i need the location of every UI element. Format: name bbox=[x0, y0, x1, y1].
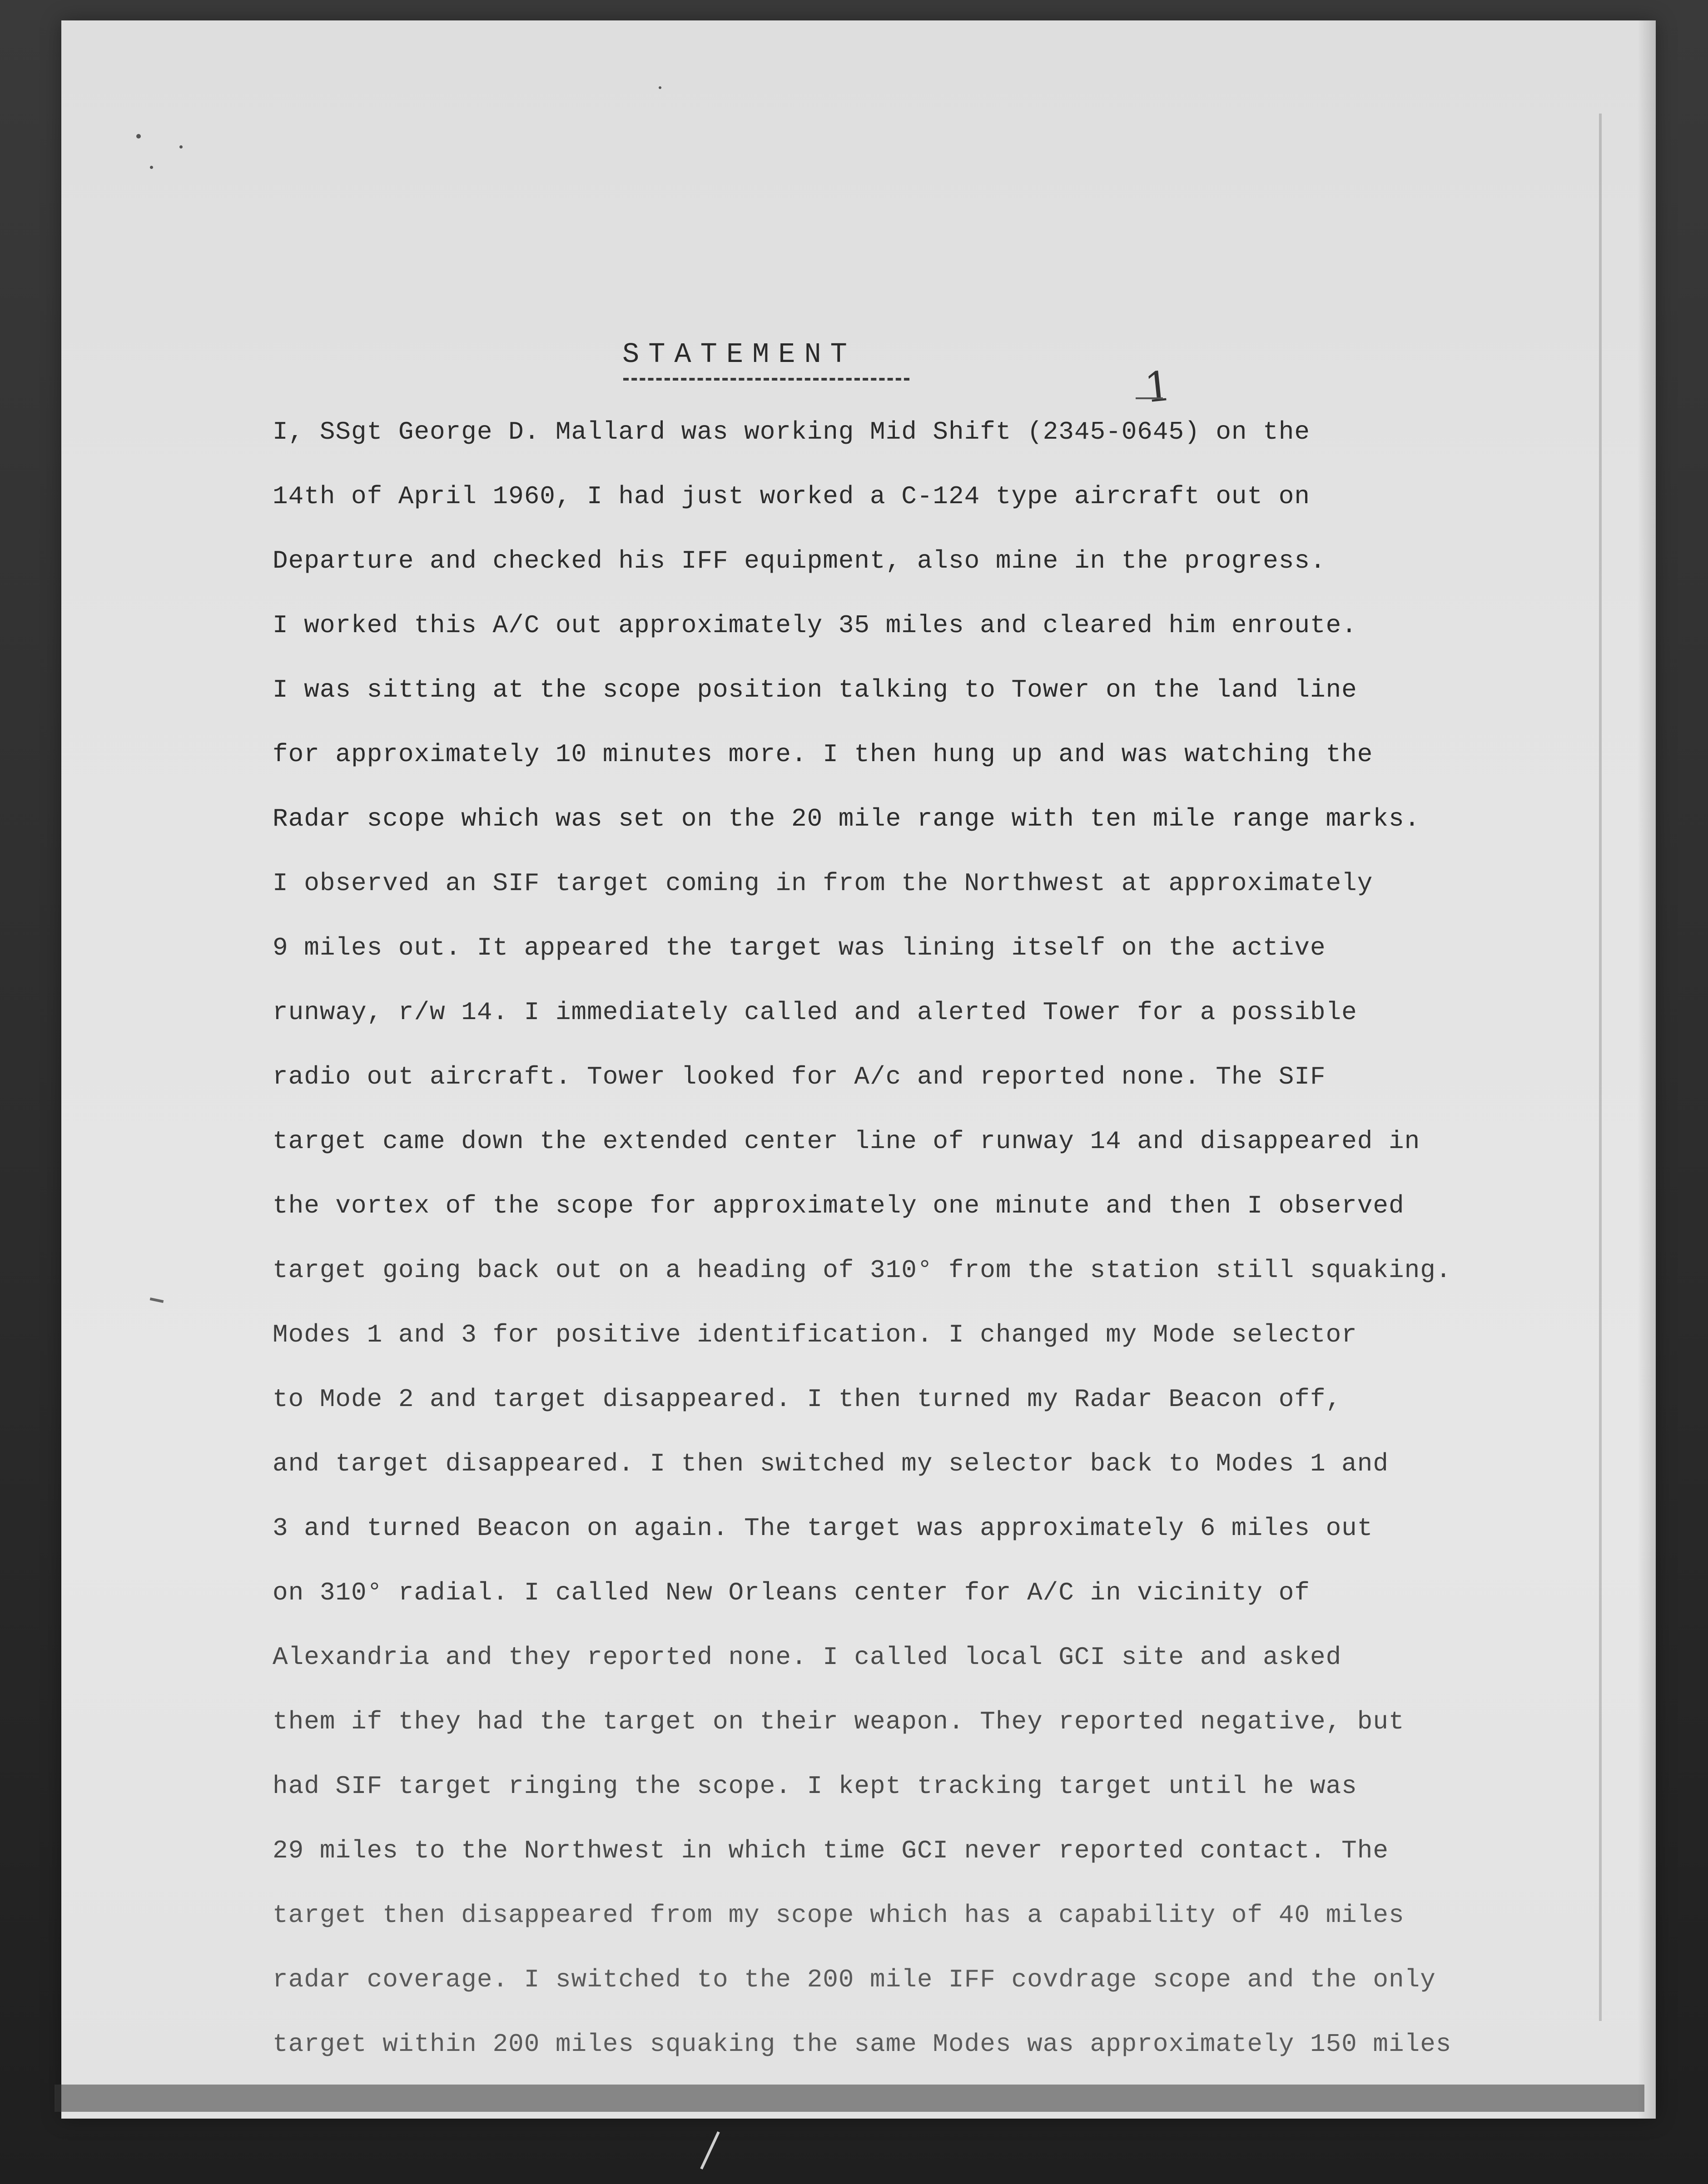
document-title: STATEMENT bbox=[622, 338, 856, 371]
statement-line: Modes 1 and 3 for positive identification. I changed my Mode selector bbox=[273, 1320, 1357, 1349]
statement-line: I worked this A/C out approximately 35 miles and cleared him enroute. bbox=[273, 611, 1357, 640]
statement-line: I, SSgt George D. Mallard was working Mid Shift (2345-0645) on the bbox=[273, 417, 1310, 446]
statement-line: on 310° radial. I called New Orleans center for A/C in vicinity of bbox=[273, 1578, 1310, 1607]
statement-line: for approximately 10 minutes more. I then hung up and was watching the bbox=[273, 740, 1373, 769]
statement-line: Alexandria and they reported none. I called local GCI site and asked bbox=[273, 1643, 1342, 1672]
right-margin-line bbox=[1599, 114, 1602, 2021]
statement-line: Radar scope which was set on the 20 mile range with ten mile range marks. bbox=[273, 804, 1420, 833]
statement-line: and target disappeared. I then switched my selector back to Modes 1 and bbox=[273, 1449, 1389, 1478]
statement-line: target going back out on a heading of 310° from the station still squaking. bbox=[273, 1256, 1452, 1285]
dust-speck bbox=[659, 86, 661, 89]
statement-line: them if they had the target on their weapon. They reported negative, but bbox=[273, 1707, 1405, 1736]
statement-line: I observed an SIF target coming in from the Northwest at approximately bbox=[273, 869, 1373, 898]
handwritten-mark-underline bbox=[1136, 397, 1163, 399]
statement-line: 14th of April 1960, I had just worked a C-124 type aircraft out on bbox=[273, 482, 1310, 511]
statement-line: target then disappeared from my scope which has a capability of 40 miles bbox=[273, 1901, 1405, 1930]
page-bottom-shadow bbox=[55, 2085, 1644, 2112]
statement-line: radar coverage. I switched to the 200 mile IFF covdrage scope and the only bbox=[273, 1965, 1436, 1994]
statement-line: target within 200 miles squaking the same Modes was approximately 150 miles bbox=[273, 2030, 1452, 2059]
dust-speck bbox=[179, 145, 183, 149]
statement-line: target came down the extended center line of runway 14 and disappeared in bbox=[273, 1127, 1420, 1156]
statement-line: 3 and turned Beacon on again. The target was approximately 6 miles out bbox=[273, 1514, 1373, 1543]
statement-line: radio out aircraft. Tower looked for A/c and reported none. The SIF bbox=[273, 1062, 1326, 1091]
statement-line: I was sitting at the scope position talking to Tower on the land line bbox=[273, 675, 1357, 704]
statement-line: 29 miles to the Northwest in which time GCI never reported contact. The bbox=[273, 1836, 1389, 1865]
statement-line: Departure and checked his IFF equipment, also mine in the progress. bbox=[273, 546, 1326, 575]
statement-line: runway, r/w 14. I immediately called and alerted Tower for a possible bbox=[273, 998, 1357, 1027]
statement-line: had SIF target ringing the scope. I kept tracking target until he was bbox=[273, 1772, 1357, 1801]
handwritten-mark: 1 bbox=[1142, 362, 1173, 412]
dust-speck bbox=[150, 166, 153, 169]
title-underline bbox=[623, 378, 909, 381]
statement-line: 9 miles out. It appeared the target was lining itself on the active bbox=[273, 933, 1326, 962]
page-edge-shadow bbox=[1638, 20, 1656, 2119]
statement-body bbox=[273, 400, 1590, 2076]
statement-line: the vortex of the scope for approximately one minute and then I observed bbox=[273, 1191, 1405, 1220]
statement-line: to Mode 2 and target disappeared. I then turned my Radar Beacon off, bbox=[273, 1385, 1342, 1414]
dust-speck bbox=[136, 134, 141, 139]
